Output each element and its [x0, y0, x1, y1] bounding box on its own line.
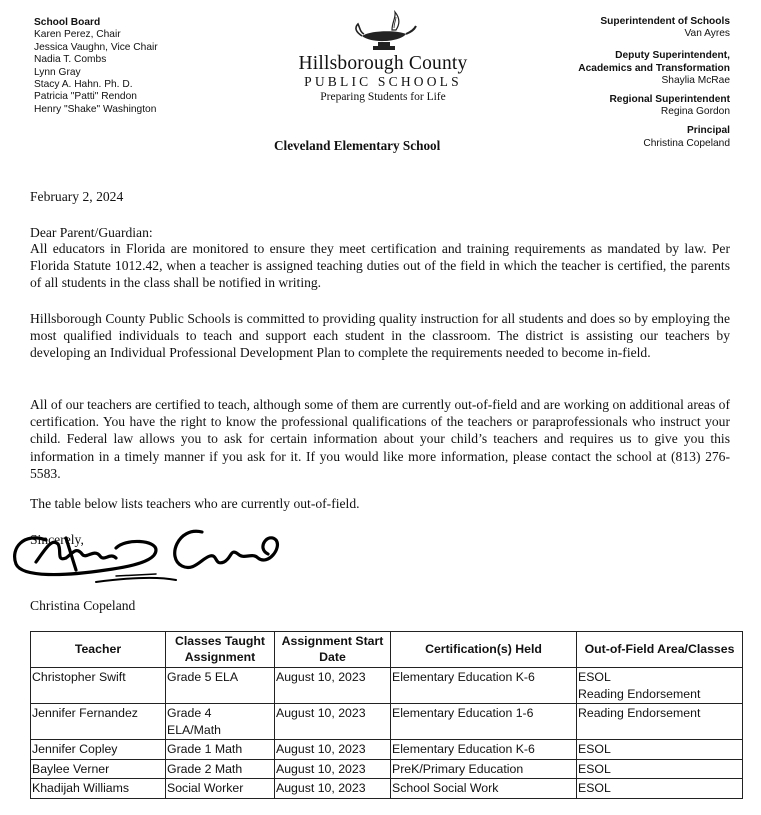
board-member: Nadia T. Combs — [34, 54, 107, 66]
start-date-cell: August 10, 2023 — [275, 759, 391, 779]
out-of-field-cell — [577, 704, 743, 740]
out-of-field-item: Reading Endorsement — [578, 706, 701, 720]
paragraph: All of our teachers are certified to teach, although some of them are currently out-of-field and are working on additional areas of certification. You have the right to know the professional qualifications of the teachers or paraprofessionals who instruct your child. Federal law allows you to ask for certain information about your child’s teachers and requires us to give you this information in a timely manner if you ask for it. If you would like more information, please contact the school at (813) 276-5583. — [30, 397, 730, 481]
administration-list — [430, 16, 730, 157]
board-member: Stacy A. Hahn. Ph. D. — [34, 79, 133, 91]
classes-cell: Grade 1 Math — [166, 740, 275, 760]
letter-date: February 2, 2024 — [30, 189, 124, 204]
teacher-cell: Christopher Swift — [31, 668, 166, 704]
board-member: Patricia "Patti" Rendon — [34, 91, 137, 103]
certification-cell: School Social Work — [391, 779, 577, 799]
out-of-field-item: ESOL — [578, 781, 611, 795]
board-member: Henry "Shake" Washington — [34, 103, 157, 115]
signature — [6, 518, 306, 593]
classes-cell: Grade 5 ELA — [166, 668, 275, 704]
teacher-cell: Baylee Verner — [31, 759, 166, 779]
column-header: Out-of-Field Area/Classes — [577, 632, 743, 668]
admin-role: Deputy Superintendent, — [615, 50, 730, 62]
admin-name: Van Ayres — [684, 28, 730, 40]
school-board-list — [34, 17, 158, 116]
certification-cell: PreK/Primary Education — [391, 759, 577, 779]
teacher-cell: Khadijah Williams — [31, 779, 166, 799]
admin-name: Regina Gordon — [660, 106, 730, 118]
district-subtitle: PUBLIC SCHOOLS — [304, 74, 462, 89]
certification-cell: Elementary Education 1-6 — [391, 704, 577, 740]
out-of-field-cell — [577, 740, 743, 760]
table-header-row — [31, 632, 743, 668]
column-header: Teacher — [31, 632, 166, 668]
district-tagline: Preparing Students for Life — [320, 91, 446, 103]
out-of-field-item: ESOL — [578, 670, 611, 684]
school-name: Cleveland Elementary School — [274, 138, 441, 153]
school-board-heading: School Board — [34, 17, 101, 28]
classes-cell: Grade 4 ELA/Math — [166, 704, 275, 740]
certification-cell: Elementary Education K-6 — [391, 668, 577, 704]
admin-entry — [430, 125, 730, 149]
out-of-field-item: ESOL — [578, 761, 611, 776]
table-row — [31, 759, 743, 779]
admin-name: Shaylia McRae — [661, 74, 730, 86]
teacher-cell: Jennifer Fernandez — [31, 704, 166, 740]
out-of-field-cell — [577, 668, 743, 704]
start-date-cell: August 10, 2023 — [275, 668, 391, 704]
start-date-cell: August 10, 2023 — [275, 704, 391, 740]
signer-name: Christina Copeland — [30, 598, 136, 613]
salutation: Dear Parent/Guardian: — [30, 225, 153, 240]
board-member: Lynn Gray — [34, 66, 81, 78]
column-header: Classes Taught Assignment — [166, 632, 275, 668]
out-of-field-item: ESOL — [578, 742, 611, 756]
teacher-cell: Jennifer Copley — [31, 740, 166, 760]
column-header: Certification(s) Held — [391, 632, 577, 668]
admin-entry — [430, 50, 730, 87]
table-row — [31, 740, 743, 760]
admin-role: Regional Superintendent — [609, 94, 730, 106]
admin-entry — [430, 94, 730, 118]
paragraph: All educators in Florida are monitored to ensure they meet certification and training requirements as mandated by law. Per Florida Statute 1012.42, when a teacher is assigned teaching duties out of the field in which the teacher is certified, the parents of all students in the class shall be notified in writing. — [30, 241, 730, 291]
closing: Sincerely, — [30, 532, 84, 547]
out-of-field-item: Reading Endorsement — [578, 686, 701, 701]
lamp-of-learning-icon — [348, 10, 418, 56]
table-row — [31, 779, 743, 799]
start-date-cell: August 10, 2023 — [275, 779, 391, 799]
start-date-cell: August 10, 2023 — [275, 740, 391, 760]
table-intro: The table below lists teachers who are currently out-of-field. — [30, 496, 360, 511]
column-header: Assignment Start Date — [275, 632, 391, 668]
district-name: Hillsborough County — [298, 53, 468, 74]
certification-cell: Elementary Education K-6 — [391, 740, 577, 760]
admin-entry — [430, 16, 730, 40]
classes-cell: Social Worker — [166, 779, 275, 799]
out-of-field-table — [30, 631, 743, 799]
board-member: Karen Perez, Chair — [34, 29, 121, 41]
out-of-field-cell — [577, 759, 743, 779]
table-row — [31, 668, 743, 704]
out-of-field-cell — [577, 779, 743, 799]
admin-role: Principal — [686, 125, 730, 137]
table-row — [31, 704, 743, 740]
handwritten-signature-icon — [6, 518, 306, 588]
board-member: Jessica Vaughn, Vice Chair — [34, 41, 158, 53]
classes-cell: Grade 2 Math — [166, 759, 275, 779]
admin-name: Christina Copeland — [643, 137, 730, 149]
admin-role-line2: Academics and Transformation — [578, 62, 730, 74]
paragraph: Hillsborough County Public Schools is committed to providing quality instruction for all students and does so by employing the most qualified individuals to teach and support each student in the classroom. The district is assisting our teachers by developing an Individual Professional Development Plan to complete the requirements needed to become in-field. — [30, 311, 730, 361]
admin-role: Superintendent of Schools — [600, 16, 730, 27]
